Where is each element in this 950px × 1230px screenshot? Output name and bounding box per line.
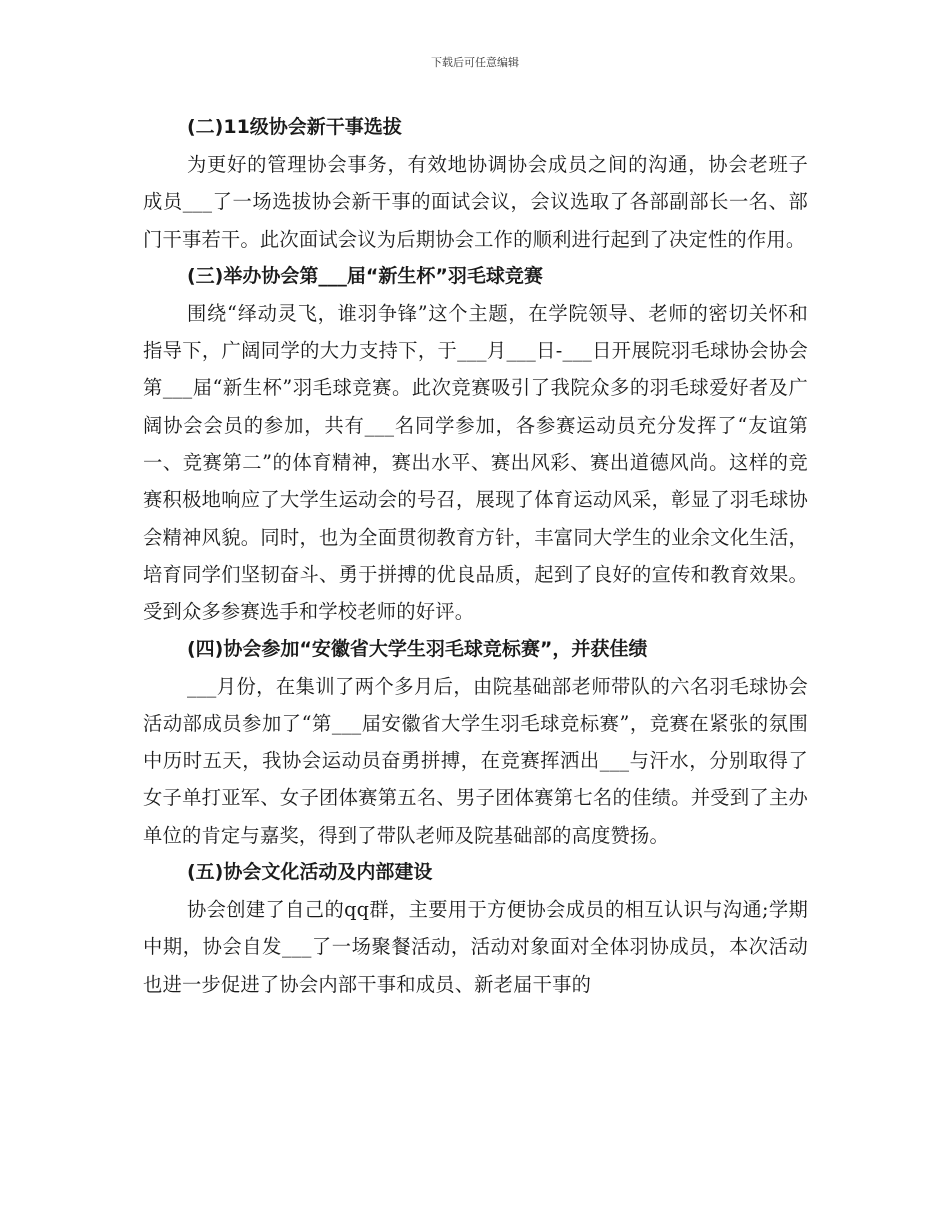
section-4 bbox=[143, 631, 808, 854]
section-paragraph: 为更好的管理协会事务，有效地协调协会成员之间的沟通，协会老班子成员___了一场选拔协会新干事的面试会议，会议选取了各部副部长一名、部门干事若干。此次面试会议为后期协会工作的顺利进行起到了决定性的作用。 bbox=[143, 153, 808, 251]
section-heading: (三)举办协会第___届“新生杯”羽毛球竞赛 bbox=[187, 264, 543, 287]
section-paragraph: ___月份，在集训了两个多月后，由院基础部老师带队的六名羽毛球协会活动部成员参加了“第___届安徽省大学生羽毛球竞标赛”，竞赛在紧张的氛围中历时五天，我协会运动员奋勇拼搏，在竞赛挥洒出___与汗水，分别取得了女子单打亚军、女子团体赛第五名、男子团体赛第七名的佳绩。并受到了主办单位的肯定与嘉奖，得到了带队老师及院基础部的高度赞扬。 bbox=[143, 674, 808, 847]
section-paragraph: 协会创建了自己的qq群，主要用于方便协会成员的相互认识与沟通;学期中期，协会自发___了一场聚餐活动，活动对象面对全体羽协成员，本次活动也进一步促进了协会内部干事和成员、新老届干事的 bbox=[143, 898, 808, 996]
document-body bbox=[143, 109, 808, 1003]
section-5 bbox=[143, 854, 808, 1003]
section-2 bbox=[143, 109, 808, 258]
section-heading: (四)协会参加“安徽省大学生羽毛球竞标赛”，并获佳绩 bbox=[187, 637, 648, 660]
section-heading: (五)协会文化活动及内部建设 bbox=[187, 861, 433, 884]
section-heading: (二)11级协会新干事选拔 bbox=[187, 116, 402, 138]
header-note: 下载后可任意编辑 bbox=[431, 56, 519, 69]
section-3 bbox=[143, 258, 808, 631]
section-paragraph: 围绕“绎动灵飞，谁羽争锋”这个主题，在学院领导、老师的密切关怀和指导下，广阔同学的大力支持下，于___月___日-___日开展院羽毛球协会协会第___届“新生杯”羽毛球竞赛。此次竞赛吸引了我院众多的羽毛球爱好者及广阔协会会员的参加，共有___名同学参加，各参赛运动员充分发挥了“友谊第一、竞赛第二”的体育精神，赛出水平、赛出风彩、赛出道德风尚。这样的竞赛积极地响应了大学生运动会的号召，展现了体育运动风采，彰显了羽毛球协会精神风貌。同时，也为全面贯彻教育方针，丰富同大学生的业余文化生活，培育同学们坚韧奋斗、勇于拼搏的优良品质，起到了良好的宣传和教育效果。受到众多参赛选手和学校老师的好评。 bbox=[143, 301, 808, 624]
